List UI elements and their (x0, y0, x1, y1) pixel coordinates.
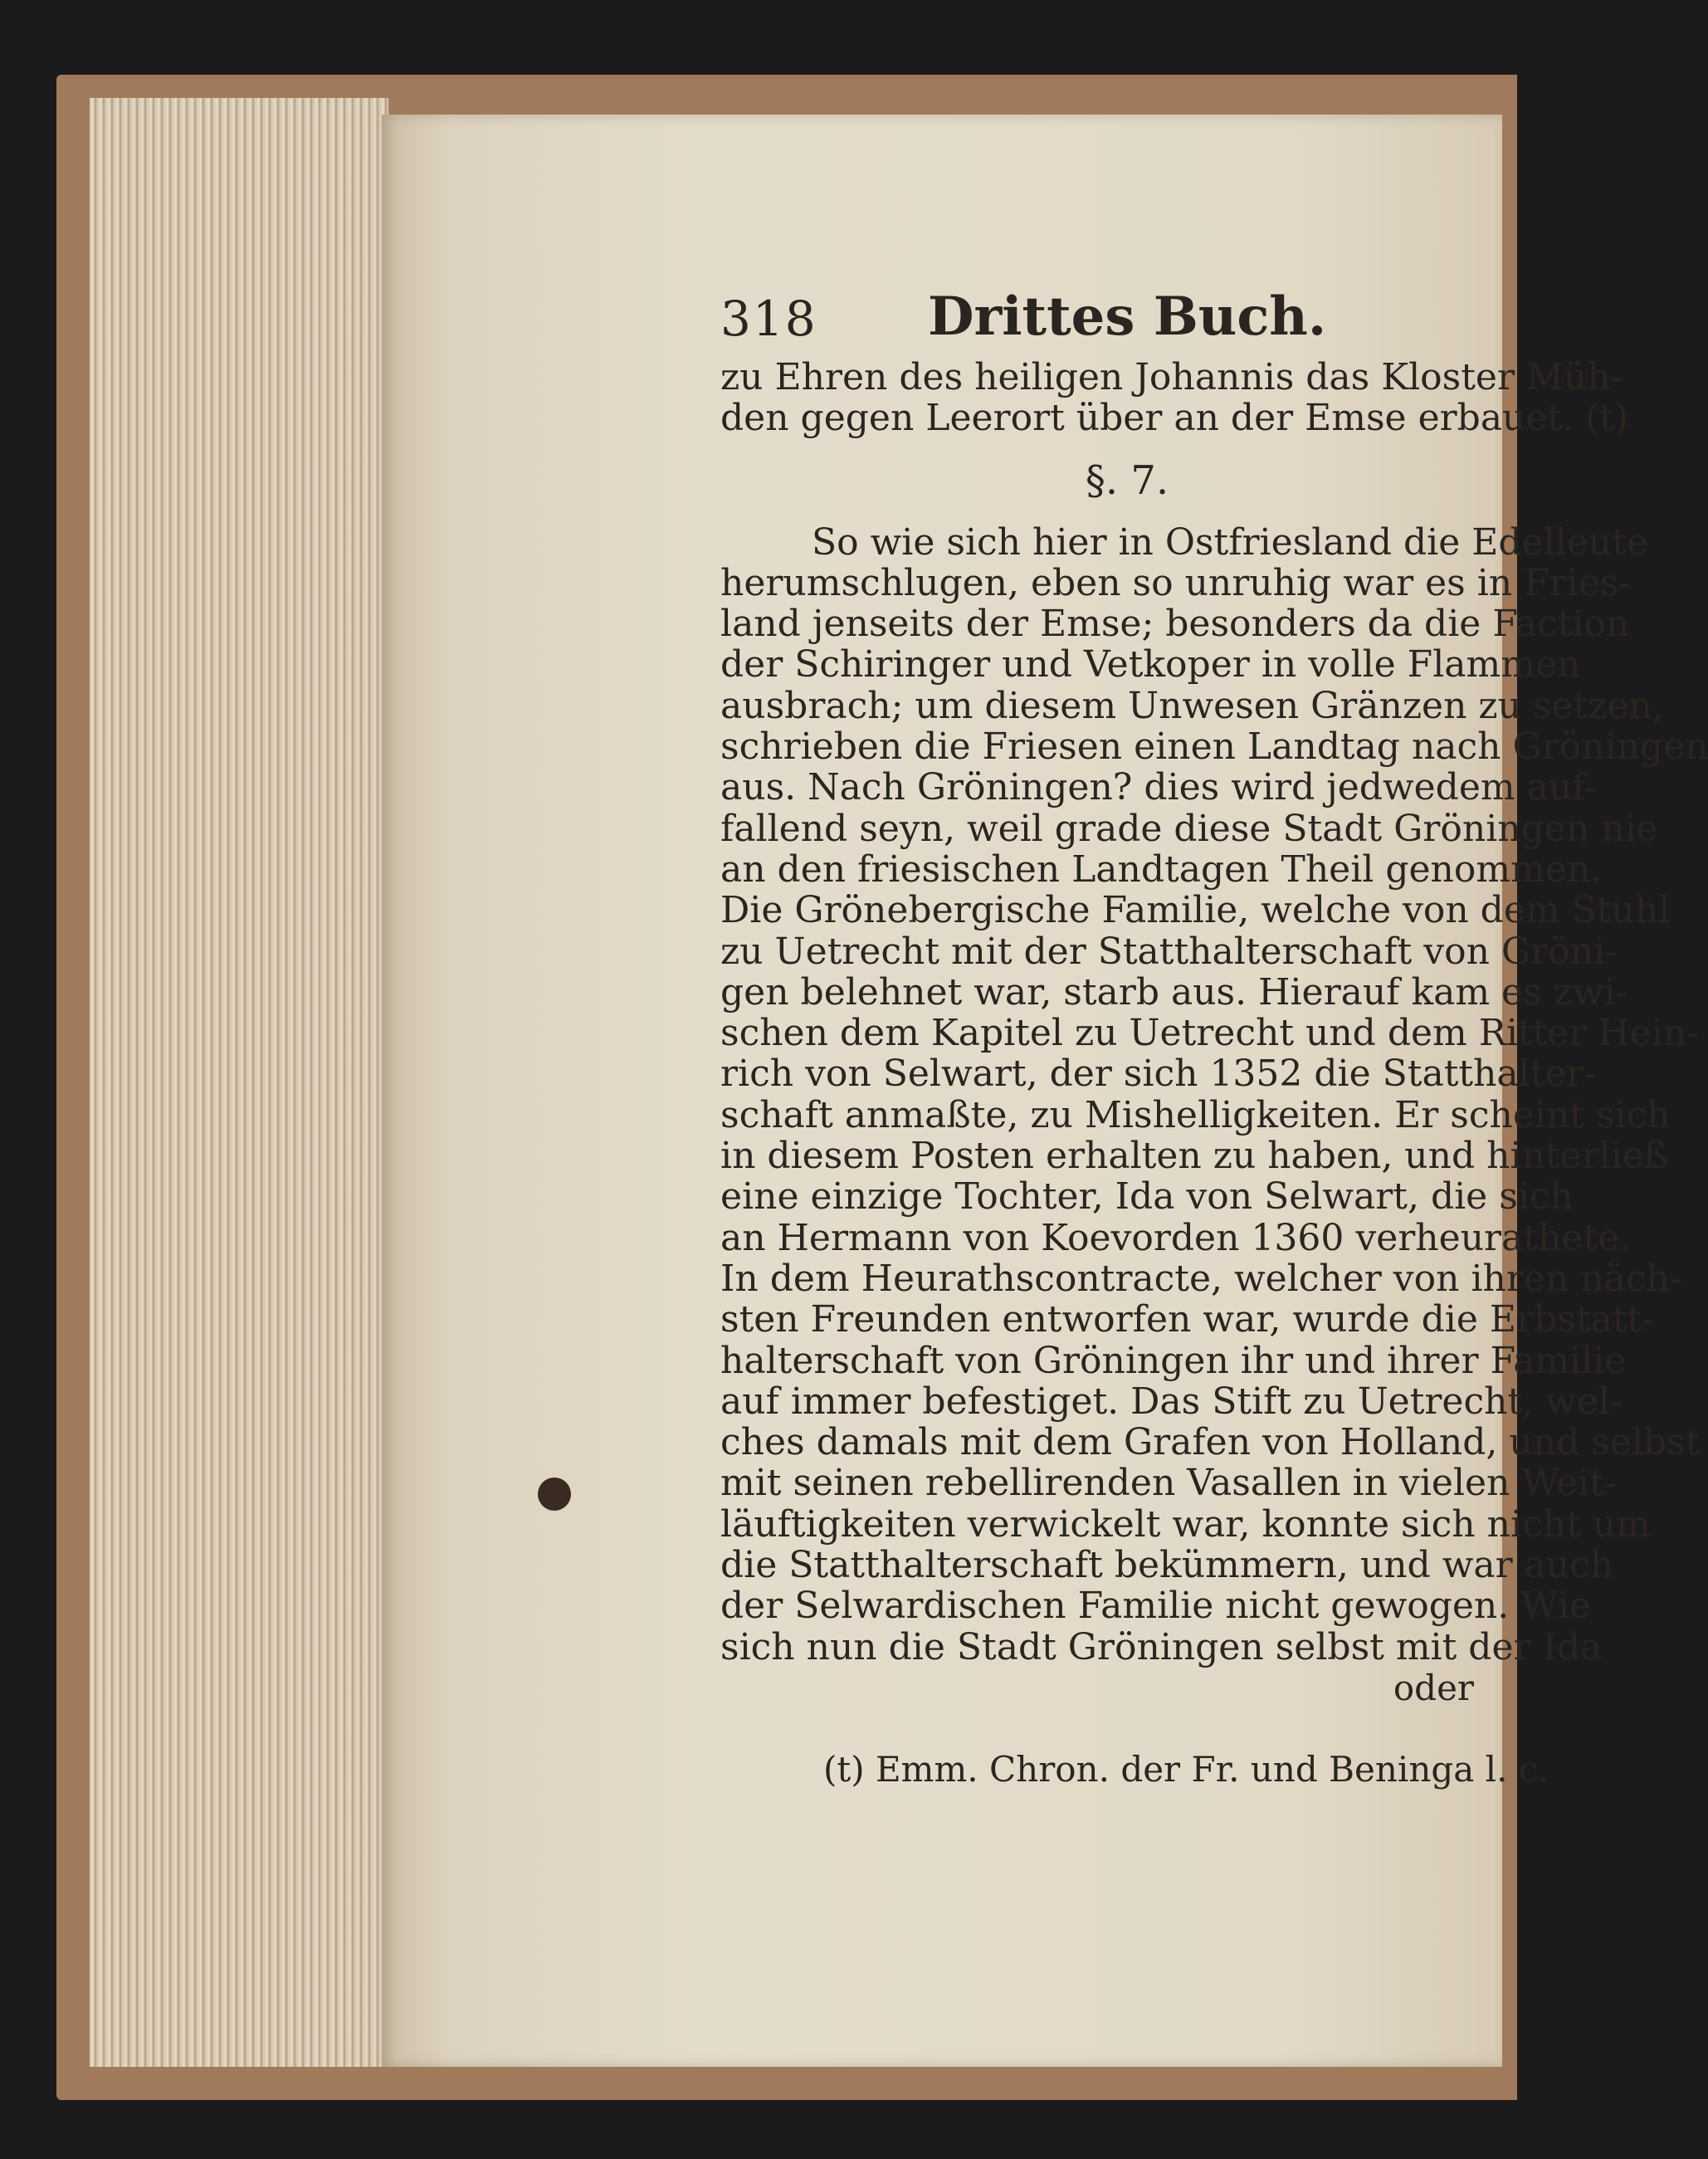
text-line: So wie sich hier in Ostfriesland die Edelleute (812, 520, 1648, 564)
text-line: sten Freunden entworfen war, wurde die Erbstatt- (720, 1298, 1654, 1341)
text-line: rich von Selwart, der sich 1352 die Statthalter- (720, 1053, 1597, 1096)
text-line: an den friesischen Landtagen Theil genommen. (720, 847, 1603, 891)
text-line: läuftigkeiten verwickelt war, konnte sich nicht um (720, 1502, 1651, 1546)
text-line: sich nun die Stadt Gröningen selbst mit der Ida (720, 1625, 1603, 1668)
text-line: in diesem Posten erhalten zu haben, und hinterließ (720, 1135, 1669, 1178)
text-line: schen dem Kapitel zu Uetrecht und dem Ritter Hein- (720, 1012, 1700, 1055)
section-heading: §. 7. (1085, 457, 1169, 504)
text-line: auf immer befestiget. Das Stift zu Uetrecht, wel- (720, 1380, 1623, 1423)
opening-paragraph (720, 356, 1629, 440)
text-line: aus. Nach Gröningen? dies wird jedwedem auf- (720, 766, 1597, 809)
running-head: Drittes Buch. (928, 286, 1327, 348)
page-number: 318 (720, 291, 817, 347)
text-line: eine einzige Tochter, Ida von Selwart, die sich (720, 1175, 1574, 1219)
paper-hole (538, 1478, 571, 1511)
text-line: schrieben die Friesen einen Landtag nach Gröningen (720, 725, 1708, 769)
text-line: die Statthalterschaft bekümmern, und war auch (720, 1544, 1614, 1587)
text-line: zu Ehren des heiligen Johannis das Kloster Müh- (720, 356, 1623, 398)
text-line: ausbrach; um diesem Unwesen Gränzen zu setzen, (720, 684, 1664, 727)
text-line: zu Uetrecht mit der Statthalterschaft von Gröni- (720, 930, 1618, 973)
section-body (720, 520, 1708, 1668)
text-line: Die Grönebergische Familie, welche von dem Stuhl (720, 889, 1671, 932)
text-line: halterschaft von Gröningen ihr und ihrer Familie (720, 1339, 1627, 1382)
text-line: In dem Heurathscontracte, welcher von ihren näch- (720, 1257, 1682, 1300)
text-line: der Selwardischen Familie nicht gewogen. Wie (720, 1585, 1591, 1628)
text-line: schaft anmaßte, zu Mishelligkeiten. Er scheint sich (720, 1093, 1671, 1136)
text-line: an Hermann von Koevorden 1360 verheurathete. (720, 1216, 1632, 1259)
text-line: fallend seyn, weil grade diese Stadt Gröningen nie (720, 807, 1658, 850)
page-header (720, 282, 1484, 357)
text-line: gen belehnet war, starb aus. Hierauf kam es zwi- (720, 970, 1628, 1014)
text-line: herumschlugen, eben so unruhig war es in Fries- (720, 561, 1632, 604)
text-line: ches damals mit dem Grafen von Holland, und selbst (720, 1421, 1701, 1464)
catchword: oder (1393, 1667, 1474, 1708)
text-block (720, 282, 1708, 1790)
text-line: den gegen Leerort über an der Emse erbauet. (t) (720, 397, 1629, 440)
text-line: der Schiringer und Vetkoper in volle Flammen (720, 643, 1581, 686)
footnote: (t) Emm. Chron. der Fr. und Beninga l. c. (823, 1748, 1549, 1790)
page-edges (90, 98, 390, 2067)
text-line: land jenseits der Emse; besonders da die Faction (720, 603, 1630, 646)
text-line: mit seinen rebellirenden Vasallen in vielen Weit- (720, 1462, 1617, 1505)
